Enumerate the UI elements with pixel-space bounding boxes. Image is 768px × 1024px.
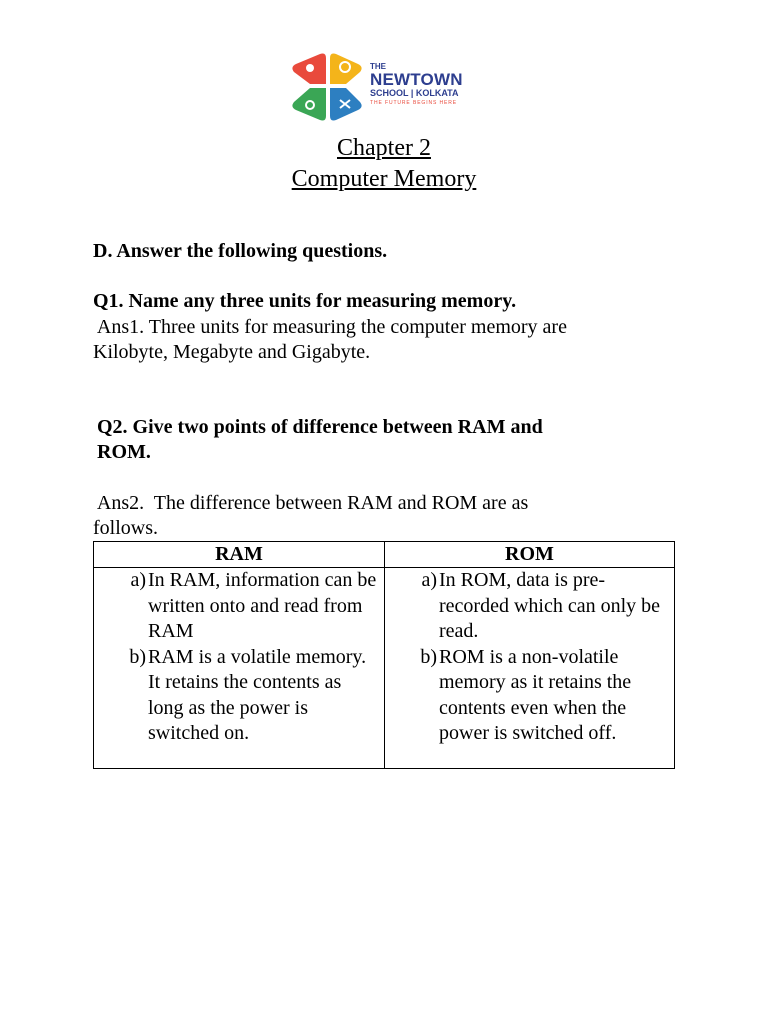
header-ram: RAM [94,542,385,568]
table-header-row [94,542,675,568]
logo-tagline: THE FUTURE BEGINS HERE [370,100,458,106]
section-heading: D. Answer the following questions. [93,240,388,262]
header-rom: ROM [385,542,675,568]
q2-question-line-1: Q2. Give two points of difference between RAM and [97,416,543,438]
q2-question-line-2: ROM. [97,441,151,463]
list-marker: a) [130,569,146,591]
school-logo [288,50,480,126]
list-text: In ROM, data is pre-recorded which can only be read. [439,569,661,642]
list-item [385,645,674,747]
ram-rom-table [93,541,675,769]
logo-name: NEWTOWN [370,70,463,89]
q1-question: Q1. Name any three units for measuring memory. [93,290,517,312]
list-item [94,645,384,747]
ram-cell [94,568,385,769]
chapter-title: Computer Memory [291,166,477,192]
logo-wordmark [370,62,463,107]
rom-cell [385,568,675,769]
q1-answer-line-2: Kilobyte, Megabyte and Gigabyte. [93,341,371,363]
logo-emblem-icon [288,50,368,126]
q1-answer-line-1: Ans1. Three units for measuring the computer memory are [93,316,567,338]
table-row [94,568,675,769]
list-item [385,568,674,645]
list-text: In RAM, information can be written onto and read from RAM [148,569,377,642]
list-text: ROM is a non-volatile memory as it retains the contents even when the power is switched off. [439,645,632,744]
q2-answer-line-2: follows. [93,517,158,539]
logo-the: THE [370,62,386,71]
list-marker: a) [421,569,437,591]
chapter-heading: Chapter 2 [337,135,431,161]
list-item [94,568,384,645]
list-marker: b) [420,645,437,668]
q2-answer-line-1: Ans2. The difference between RAM and ROM are as [93,492,529,514]
list-text: RAM is a volatile memory. It retains the contents as long as the power is switched on. [148,645,367,744]
list-marker: b) [129,645,146,668]
logo-school: SCHOOL | KOLKATA [370,88,459,98]
